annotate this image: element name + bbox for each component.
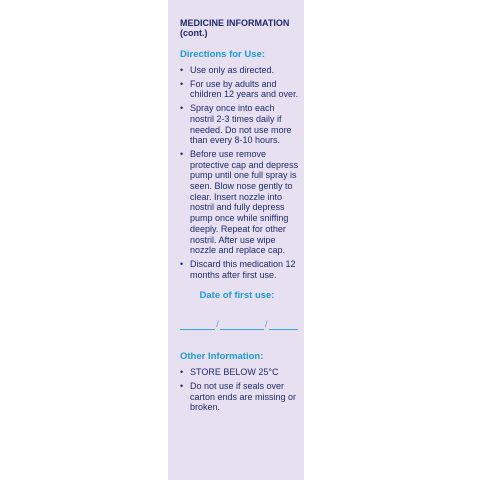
directions-item: • Before use remove protective cap and depress pump until one full spray is seen. Blow nose gently to clear. Insert nozzle into nostril and fully depress pump once while sniffing deeply. Repeat for other nostril. After use wipe nozzle and replace cap. xyxy=(180,149,300,256)
directions-heading: Directions for Use: xyxy=(180,49,265,60)
directions-item: • Spray once into each nostril 2-3 times daily if needed. Do not use more than every 8-10 hours. xyxy=(180,103,300,146)
date-of-first-use-field xyxy=(180,318,300,330)
other-information-item: • Do not use if seals over carton ends are missing or broken. xyxy=(180,381,300,413)
directions-list xyxy=(180,65,300,280)
other-information-item: • STORE BELOW 25°C xyxy=(180,367,300,378)
medicine-information-panel xyxy=(168,0,304,480)
panel-title-line2: (cont.) xyxy=(180,28,208,38)
date-year-blank xyxy=(269,329,298,330)
directions-item: • Use only as directed. xyxy=(180,65,300,76)
other-information-heading: Other Information: xyxy=(180,351,264,363)
date-separator: / xyxy=(265,319,268,330)
date-day-blank xyxy=(180,329,215,330)
panel-title-line1: MEDICINE INFORMATION xyxy=(180,18,290,28)
other-information-list xyxy=(180,367,300,413)
date-of-first-use-heading: Date of first use: xyxy=(199,290,275,302)
panel-title xyxy=(180,18,300,38)
date-separator: / xyxy=(216,319,219,330)
directions-item: • For use by adults and children 12 years and over. xyxy=(180,79,300,100)
date-month-blank xyxy=(220,329,264,330)
directions-item: • Discard this medication 12 months after first use. xyxy=(180,259,300,280)
